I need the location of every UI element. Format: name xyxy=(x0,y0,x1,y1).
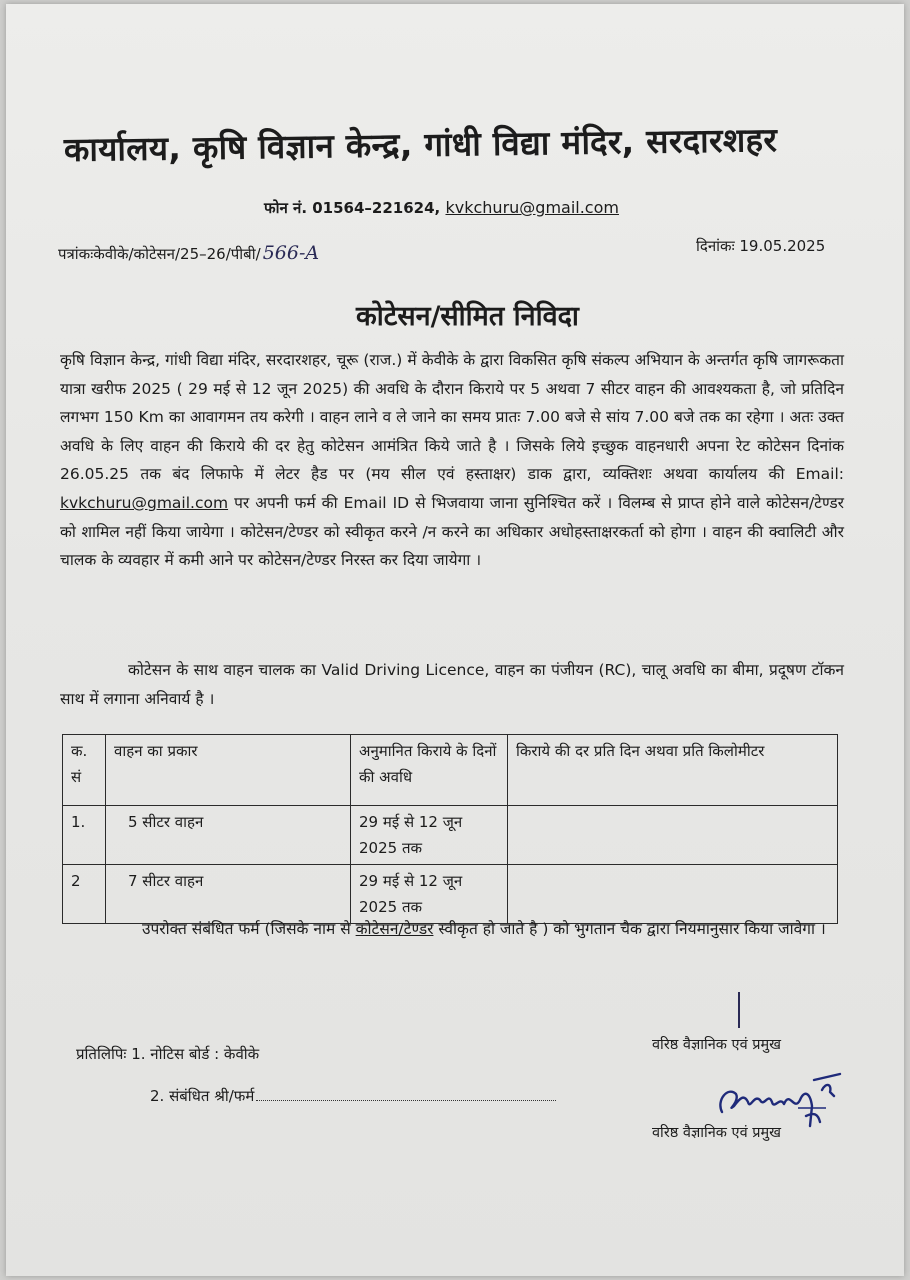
para3-text-a: उपरोक्त संबंधित फर्म (जिसके नाम से xyxy=(142,920,356,938)
para1-text-a: कृषि विज्ञान केन्द्र, गांधी विद्या मंदिर, सरदारशहर, चूरू (राज.) में केवीके के द्वारा विकसित कृषि संकल्प अभियान के अन्तर्गत कृषि जागरूकता यात्रा खरीफ 2025 ( 29 मई से 12 जून 2025) की अवधि के दौरान किराये पर 5 अथवा 7 सीटर वाहन की आवश्यकता है, जो प्रतिदिन लगभग 150 Km का आवागमन तय करेगी । वाहन लाने व ले जाने का समय प्रातः 7.00 बजे से सांय 7.00 बजे तक का रहेगा । अतः उक्त अवधि के लिए वाहन की किराये की दर हेतु कोटेसन आमंत्रित किये जाते है । जिसके लिये इच्छुक वाहनधारी अपना रेट कोटेसन दिनांक 26.05.25 तक बंद लिफाफे में लेटर हैड पर (मय सील एवं हस्ताक्षर) डाक द्वारा, व्यक्तिशः अथवा कार्यालय की Email: xyxy=(60,351,844,484)
para3-text-b: स्वीकृत हो जाते है ) को भुगतान चैक द्वारा नियमानुसार किया जावेगा । xyxy=(433,920,826,938)
cell-vehicle-type: 5 सीटर वाहन xyxy=(106,806,351,865)
cell-serial: 1. xyxy=(63,806,106,865)
signatory-title-lower: वरिष्ठ वैज्ञानिक एवं प्रमुख xyxy=(652,1125,782,1141)
body-paragraph-1 xyxy=(60,346,844,575)
document-heading: कोटेसन/सीमित निविदा xyxy=(356,301,579,332)
cell-period: 29 मई से 12 जून 2025 तक xyxy=(351,806,508,865)
office-title: कार्यालय, कृषि विज्ञान केन्द्र, गांधी विद्या मंदिर, सरदारशहर xyxy=(63,120,778,169)
copy-to-line-1: प्रतिलिपिः 1. नोटिस बोर्ड : केवीके xyxy=(76,1045,260,1063)
email-link-inline[interactable]: kvkchuru@gmail.com xyxy=(60,493,229,512)
copy-to-line-2 xyxy=(150,1086,556,1106)
cell-period: 29 मई से 12 जून 2025 तक xyxy=(351,865,508,924)
cell-vehicle-type: 7 सीटर वाहन xyxy=(106,865,351,924)
cell-rate[interactable] xyxy=(508,806,838,865)
signatory-title-upper: वरिष्ठ वैज्ञानिक एवं प्रमुख xyxy=(652,1037,782,1053)
para1-text-b: पर अपनी फर्म की Email ID से भिजवाया जाना सुनिश्चित करें । विलम्ब से प्राप्त होने वाले कोटेसन/टेण्डर को शामिल नहीं किया जायेगा । कोटेसन/टेण्डर को स्वीकृत करने /न करने का अधिकार अधोहस्ताक्षरकर्ता को होगा । वाहन की क्वालिटी और चालक के व्यवहार में कमी आने पर कोटेसन/टेण्डर निरस्त कर दिया जायेगा । xyxy=(60,493,844,570)
table-row xyxy=(63,806,838,865)
table-header-row xyxy=(63,735,838,806)
header-serial: क. सं xyxy=(63,735,106,806)
reference-number xyxy=(58,242,319,264)
header-period: अनुमानित किराये के दिनों की अवधि xyxy=(351,735,508,806)
pen-mark xyxy=(738,992,740,1028)
vehicle-rate-table xyxy=(62,734,838,924)
copy-to-line-2-text: 2. संबंधित श्री/फर्म xyxy=(150,1087,255,1105)
para3-underlined: कोटेसन/टेण्डर xyxy=(355,920,434,938)
contact-email-link[interactable]: kvkchuru@gmail.com xyxy=(445,198,619,217)
header-rate: किराये की दर प्रति दिन अथवा प्रति किलोमीटर xyxy=(508,735,838,806)
contact-line xyxy=(264,198,619,218)
reference-prefix: पत्रांकःकेवीके/कोटेसन/25–26/पीबी/ xyxy=(58,245,261,263)
letter-date: दिनांकः 19.05.2025 xyxy=(696,237,826,255)
handwritten-reference: 566-A xyxy=(262,242,320,264)
phone-number: फोन नं. 01564–221624, xyxy=(264,199,441,217)
body-paragraph-2: कोटेसन के साथ वाहन चालक का Valid Driving Licence, वाहन का पंजीयन (RC), चालू अवधि का बीमा, प्रदूषण टॉकन साथ में लगाना अनिवार्य है । xyxy=(60,661,844,708)
body-paragraph-3 xyxy=(60,914,844,944)
cell-serial: 2 xyxy=(63,865,106,924)
letter-page xyxy=(6,4,904,1276)
header-vehicle-type: वाहन का प्रकार xyxy=(106,735,351,806)
fill-in-dotted-line xyxy=(256,1100,556,1101)
